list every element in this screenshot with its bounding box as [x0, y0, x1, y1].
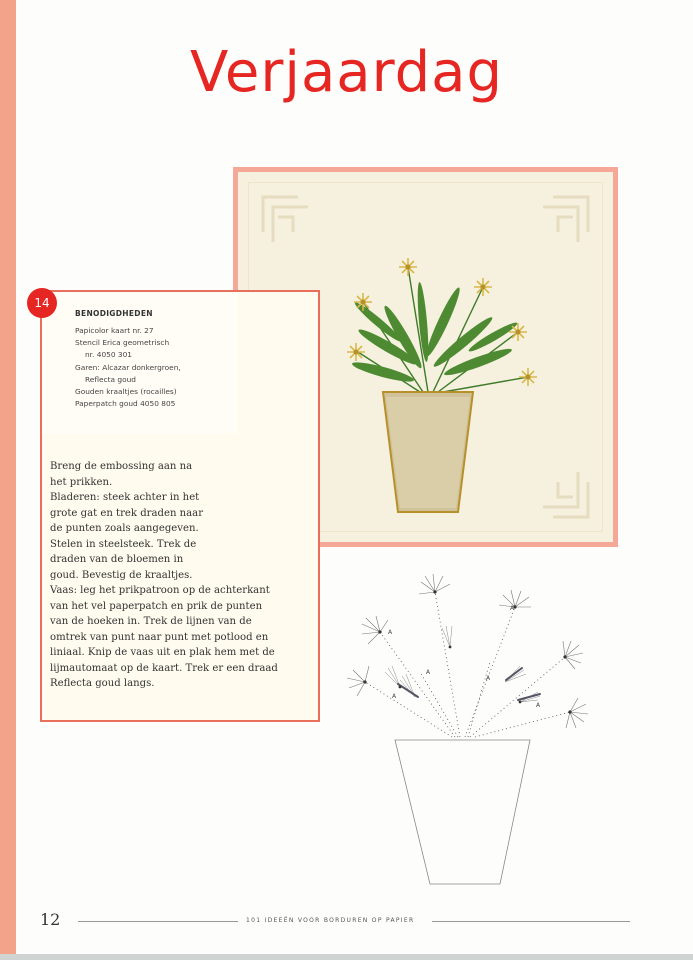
supply-item: Gouden kraaltjes (rocailles): [75, 387, 177, 397]
pricking-pattern: [340, 562, 600, 892]
supply-item: Papicolor kaart nr. 27: [75, 326, 154, 335]
instruction-line: Bladeren: steek achter in het: [50, 492, 200, 503]
instruction-line: van de hoeken in. Trek de lijnen van de: [50, 616, 252, 627]
page-title: Verjaardag: [189, 40, 504, 105]
instruction-line: draden van de bloemen in: [50, 554, 184, 565]
label-a: A: [536, 702, 541, 709]
instruction-line: Breng de embossing aan na: [50, 461, 193, 472]
footer-rule-left: [78, 921, 238, 922]
instruction-line: Vaas: leg het prikpatroon op de achterkant: [50, 585, 270, 596]
instruction-line: omtrek van punt naar punt met potlood en: [50, 631, 269, 643]
supplies-list: [75, 325, 181, 410]
instructions-text: [50, 459, 315, 692]
label-a: A: [486, 675, 491, 682]
footer-rule-right: [432, 921, 630, 922]
instruction-line: grote gat en trek draden naar: [50, 507, 204, 519]
leaf-strokes: [398, 668, 540, 700]
instruction-line: van het vel paperpatch en prik de punten: [50, 600, 263, 612]
instruction-line: het prikken.: [50, 476, 113, 488]
instruction-line: Stelen in steelsteek. Trek de: [50, 538, 197, 550]
label-a: A: [388, 629, 393, 636]
instruction-line: lijmautomaat op de kaart. Trek er een draad: [50, 662, 278, 674]
supplies-title: BENODIGDHEDEN: [75, 309, 153, 318]
left-stripe: [0, 0, 16, 960]
vase-outline: [395, 740, 530, 884]
page-number: 12: [40, 910, 61, 929]
bottom-stripe: [0, 954, 693, 960]
footer-title: 101 IDEEËN VOOR BORDUREN OP PAPIER: [246, 917, 415, 924]
supply-item: nr. 4050 301: [85, 350, 133, 360]
supply-item: Garen: Alcazar donkergroen,: [75, 362, 181, 372]
instruction-line: goud. Bevestig de kraaltjes.: [50, 569, 193, 581]
label-a: A: [426, 669, 431, 676]
instruction-line: de punten zoals aangegeven.: [50, 523, 199, 534]
label-a: A: [392, 693, 397, 700]
star-flowers: [347, 574, 588, 728]
dotted-stems: [365, 592, 570, 737]
label-a: A: [510, 605, 515, 612]
supply-item: Reflecta goud: [85, 374, 136, 384]
supply-item: Stencil Erica geometrisch: [75, 338, 170, 348]
project-number-badge: 14: [27, 288, 57, 318]
leaves: [351, 282, 519, 385]
supply-item: Paperpatch goud 4050 805: [75, 399, 176, 409]
instruction-line: liniaal. Knip de vaas uit en plak hem met de: [50, 647, 275, 658]
instruction-line: Reflecta goud langs.: [50, 678, 155, 689]
